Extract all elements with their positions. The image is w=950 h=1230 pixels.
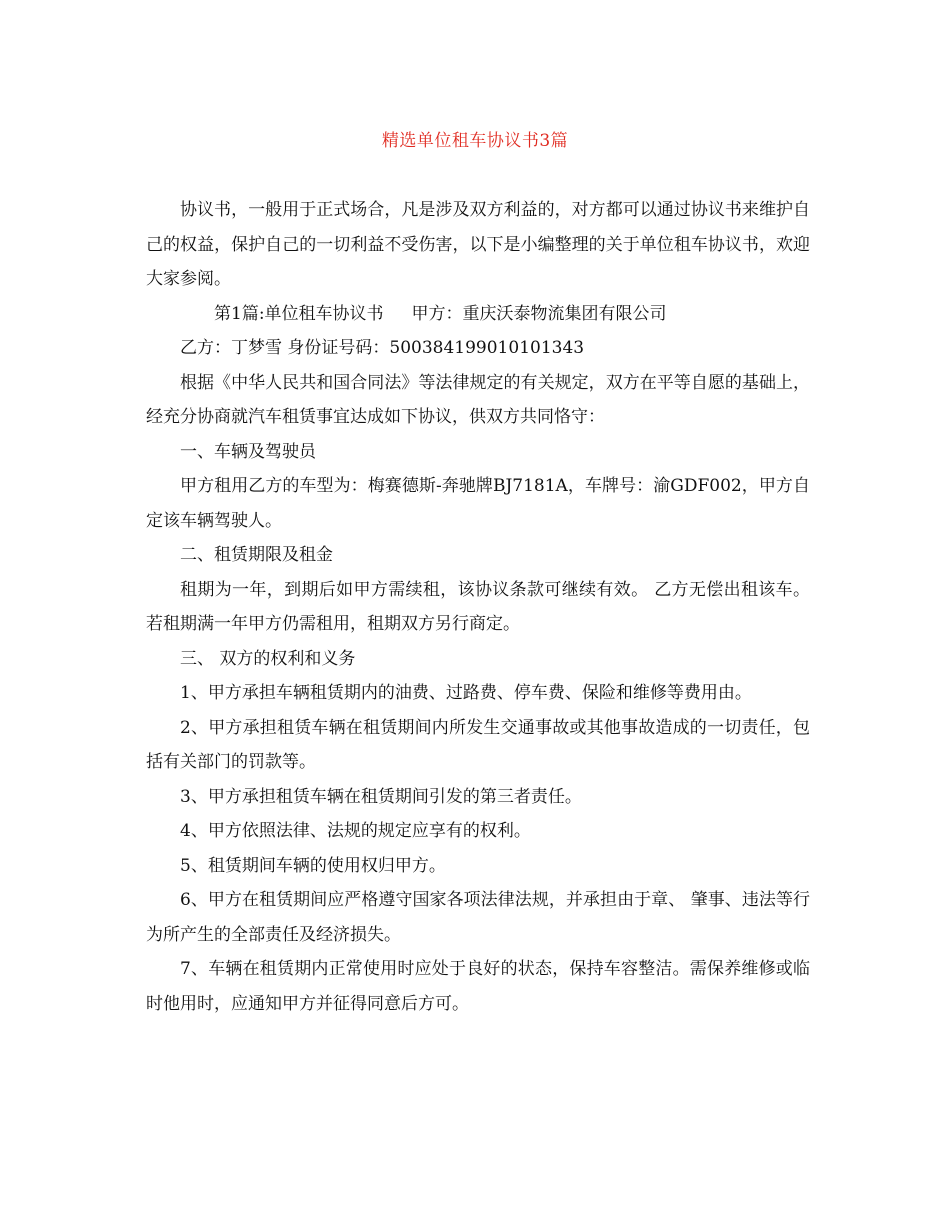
chapter-heading: 第1篇:单位租车协议书 (214, 303, 384, 324)
clause-item: 6、甲方在租赁期间应严格遵守国家各项法律法规，并承担由于章、 肇事、违法等行为所产生的全部责任及经济损失。 (146, 890, 810, 945)
clause-item: 3、甲方承担租赁车辆在租赁期间引发的第三者责任。 (180, 786, 582, 807)
document-body (146, 193, 810, 1021)
section2-text: 租期为一年，到期后如甲方需续租，该协议条款可继续有效。 乙方无偿出租该车。若租期满一年甲方仍需租用，租期双方另行商定。 (146, 579, 810, 634)
intro-paragraph: 协议书，一般用于正式场合，凡是涉及双方利益的，对方都可以通过协议书来维护自己的权益，保护自己的一切利益不受伤害，以下是小编整理的关于单位租车协议书，欢迎大家参阅。 (146, 200, 810, 289)
chapter-line (146, 297, 810, 332)
clause-item: 2、甲方承担租赁车辆在租赁期间内所发生交通事故或其他事故造成的一切责任，包括有关部门的罚款等。 (146, 717, 810, 772)
clause-item: 7、车辆在租赁期内正常使用时应处于良好的状态，保持车容整洁。需保养维修或临时他用时，应通知甲方并征得同意后方可。 (146, 959, 810, 1014)
clause-item: 1、甲方承担车辆租赁期内的油费、过路费、停车费、保险和维修等费用由。 (180, 683, 752, 703)
clause-item: 4、甲方依照法律、法规的规定应享有的权利。 (180, 821, 531, 841)
section2-heading: 二、租赁期限及租金 (180, 545, 333, 565)
section1-text: 甲方租用乙方的车型为：梅赛德斯-奔驰牌BJ7181A，车牌号：渝GDF002，甲方自定该车辆驾驶人。 (146, 476, 810, 531)
preamble-paragraph: 根据《中华人民共和国合同法》等法律规定的有关规定，双方在平等自愿的基础上，经充分协商就汽车租赁事宜达成如下协议，供双方共同恪守： (146, 372, 810, 427)
clause-item: 5、租赁期间车辆的使用权归甲方。 (180, 855, 446, 876)
party-a-line: 甲方：重庆沃泰物流集团有限公司 (411, 303, 667, 324)
section1-heading: 一、车辆及驾驶员 (180, 441, 316, 462)
party-b-line: 乙方：丁梦雪 身份证号码：500384199010101343 (180, 338, 585, 358)
section3-heading: 三、 双方的权利和义务 (180, 648, 356, 669)
document-title: 精选单位租车协议书3篇 (381, 131, 569, 151)
